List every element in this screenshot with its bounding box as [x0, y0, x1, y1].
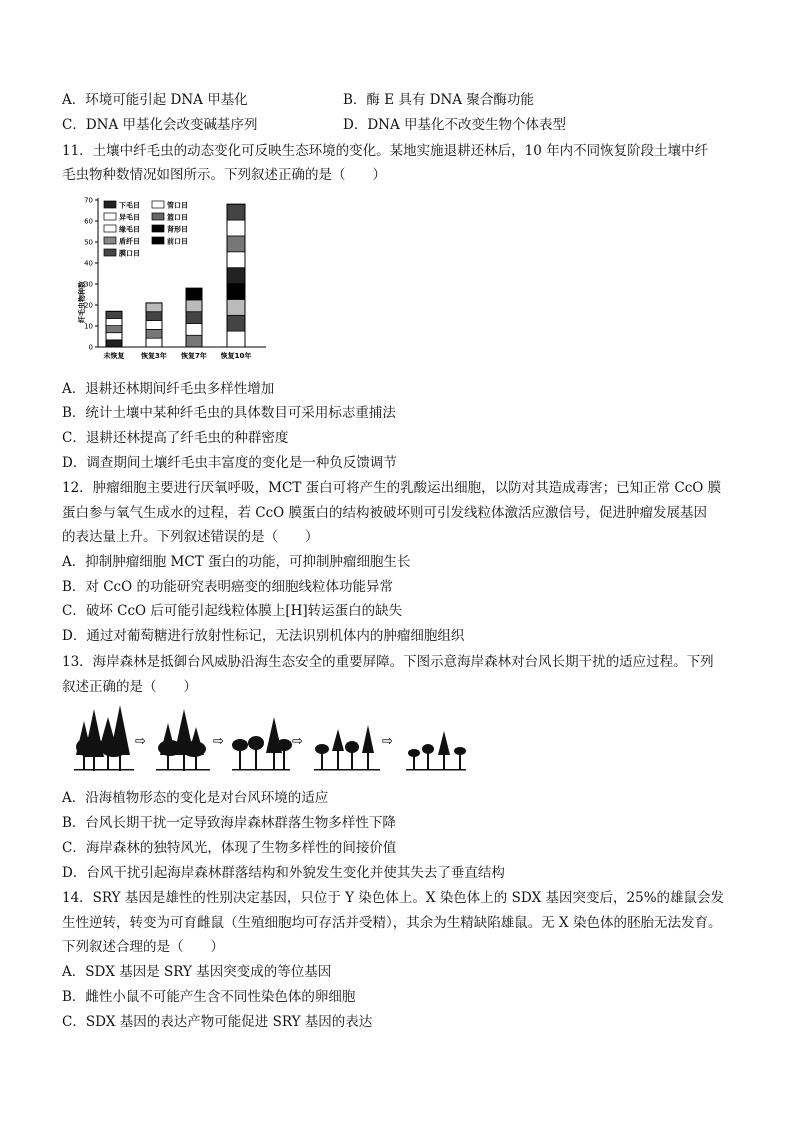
q13-option-b: B．台风长期干扰一定导致海岸森林群落生物多样性下降	[62, 815, 396, 831]
arrow-4: ⇨	[382, 734, 393, 749]
bar-segment	[227, 220, 245, 236]
q14-stem-line3: 下列叙述合理的是（ ）	[62, 939, 224, 955]
legend-label: 异毛目	[119, 213, 140, 222]
legend-swatch	[104, 213, 116, 220]
q12-option-c: C．破坏 CcO 后可能引起线粒体膜上[H]转运蛋白的缺失	[62, 603, 403, 619]
q12-stem-line2: 蛋白参与氧气生成水的过程，若 CcO 膜蛋白的结构被破坏则可引发线粒体激活应激信号，促进肿瘤发展基因	[62, 505, 708, 521]
q12-option-d: D．通过对葡萄糖进行放射性标记，无法识别机体内的肿瘤细胞组织	[62, 628, 465, 644]
arrow-1: ⇨	[135, 734, 146, 749]
q13-stem-line2: 叙述正确的是（ ）	[62, 679, 197, 695]
bar-segment	[106, 318, 122, 325]
bar-segment	[186, 288, 202, 300]
y-tick-label: 30	[84, 280, 93, 289]
forest-stage-3	[232, 717, 292, 771]
legend-swatch	[104, 249, 116, 256]
coastal-forest-adaptation-figure	[70, 703, 470, 775]
bar-segment	[146, 312, 162, 321]
bar-segment	[106, 340, 122, 347]
q12-option-a: A．抑制肿瘤细胞 MCT 蛋白的功能，可抑制肿瘤细胞生长	[62, 554, 411, 570]
chart-legend	[104, 201, 188, 258]
q14-option-b: B．雌性小鼠不可能产生含不同性染色体的卵细胞	[62, 989, 356, 1005]
legend-label: 管口目	[167, 201, 188, 210]
bar-segment	[227, 299, 245, 315]
y-tick-label: 60	[84, 217, 93, 226]
bar-segment	[227, 315, 245, 331]
q11-option-a: A．退耕还林期间纤毛虫多样性增加	[62, 381, 275, 397]
bar-segment	[146, 338, 162, 347]
forest-stage-1	[74, 705, 134, 771]
legend-swatch	[152, 225, 164, 232]
legend-label: 盾纤目	[119, 237, 140, 246]
legend-swatch	[152, 237, 164, 244]
chart-x-labels	[104, 351, 252, 360]
q11-option-b: B．统计土壤中某种纤毛虫的具体数目可采用标志重捕法	[62, 405, 396, 421]
forest-stage-4	[314, 725, 380, 771]
legend-swatch	[152, 213, 164, 220]
legend-label: 前口目	[167, 237, 188, 246]
y-tick-label: 50	[84, 238, 93, 247]
chart-y-ticks	[84, 197, 98, 352]
q10-option-b: B．酶 E 具有 DNA 聚合酶功能	[343, 92, 534, 108]
arrow-2: ⇨	[213, 734, 224, 749]
q11-option-d: D．调查期间土壤纤毛虫丰富度的变化是一种负反馈调节	[62, 455, 397, 471]
legend-swatch	[104, 237, 116, 244]
q11-option-c: C．退耕还林提高了纤毛虫的种群密度	[62, 430, 289, 446]
legend-label: 缘毛目	[119, 225, 140, 234]
ciliate-species-chart	[70, 192, 270, 364]
bar-segment	[106, 326, 122, 333]
bar-segment	[106, 333, 122, 340]
q10-option-d: D．DNA 甲基化不改变生物个体表型	[343, 117, 567, 133]
q14-option-c: C．SDX 基因的表达产物可能促进 SRY 基因的表达	[62, 1014, 373, 1030]
bar-segment	[227, 252, 245, 268]
chart-ylabel: 纤毛虫物种数	[78, 281, 86, 323]
q12-option-b: B．对 CcO 的功能研究表明癌变的细胞线粒体功能异常	[62, 579, 393, 595]
q11-stem-line1: 11．土壤中纤毛虫的动态变化可反映生态环境的变化。某地实施退耕还林后，10 年内不同恢复阶段土壤中纤	[62, 143, 709, 159]
q13-stem-line1: 13．海岸森林是抵御台风威胁沿海生态安全的重要屏障。下图示意海岸森林对台风长期干扰的适应过程。下列	[62, 654, 714, 670]
y-tick-label: 10	[84, 322, 93, 331]
q10-option-c: C．DNA 甲基化会改变碱基序列	[62, 117, 258, 133]
bar-segment	[186, 335, 202, 347]
x-category-label: 恢复7年	[181, 352, 207, 360]
bar-segment	[227, 284, 245, 300]
legend-swatch	[104, 201, 116, 208]
y-tick-label: 40	[84, 259, 93, 268]
bar-segment	[146, 303, 162, 312]
legend-swatch	[152, 201, 164, 208]
bar-segment	[227, 204, 245, 220]
bar-segment	[227, 236, 245, 252]
x-category-label: 恢复3年	[141, 352, 167, 360]
q12-stem-line3: 的表达量上升。下列叙述错误的是（ ）	[62, 529, 319, 545]
q14-stem-line2: 生性逆转，转变为可育雌鼠（生殖细胞均可存活并受精），其余为生精缺陷雄鼠。无 X 染色体的胚胎无法发育。	[62, 915, 722, 931]
y-tick-label: 70	[84, 196, 93, 205]
legend-label: 下毛目	[119, 201, 140, 210]
q10-option-a: A．环境可能引起 DNA 甲基化	[62, 92, 248, 108]
bar-segment	[146, 329, 162, 338]
forest-stage-2	[156, 709, 210, 771]
bar-segment	[186, 300, 202, 312]
y-tick-label: 20	[84, 301, 93, 310]
q11-stem-line2: 毛虫物种数情况如图所示。下列叙述正确的是（ ）	[62, 167, 386, 183]
legend-swatch	[104, 225, 116, 232]
x-category-label: 恢复10年	[220, 352, 252, 360]
bar-segment	[186, 323, 202, 335]
q13-option-a: A．沿海植物形态的变化是对台风环境的适应	[62, 790, 329, 806]
q14-option-a: A．SDX 基因是 SRY 基因突变成的等位基因	[62, 964, 332, 980]
legend-label: 肾形目	[167, 225, 188, 234]
bar-segment	[227, 268, 245, 284]
legend-label: 膜口目	[119, 249, 140, 258]
y-tick-label: 0	[88, 343, 93, 352]
bar-segment	[106, 311, 122, 318]
q12-stem-line1: 12．肿瘤细胞主要进行厌氧呼吸，MCT 蛋白可将产生的乳酸运出细胞，以防对其造成毒害；已知正常 CcO 膜	[62, 480, 722, 496]
legend-label: 篮口目	[167, 213, 188, 222]
forest-stage-5	[406, 731, 466, 771]
q13-option-d: D．台风干扰引起海岸森林群落结构和外貌发生变化并使其失去了垂直结构	[62, 865, 505, 881]
bar-segment	[146, 321, 162, 330]
q13-option-c: C．海岸森林的独特风光，体现了生物多样性的间接价值	[62, 840, 397, 856]
q14-stem-line1: 14．SRY 基因是雄性的性别决定基因，只位于 Y 染色体上。X 染色体上的 SDX 基因突变后，25%的雄鼠会发	[62, 890, 725, 906]
bar-segment	[186, 312, 202, 324]
bar-segment	[227, 331, 245, 347]
x-category-label: 未恢复	[103, 352, 125, 360]
arrow-3: ⇨	[292, 734, 303, 749]
